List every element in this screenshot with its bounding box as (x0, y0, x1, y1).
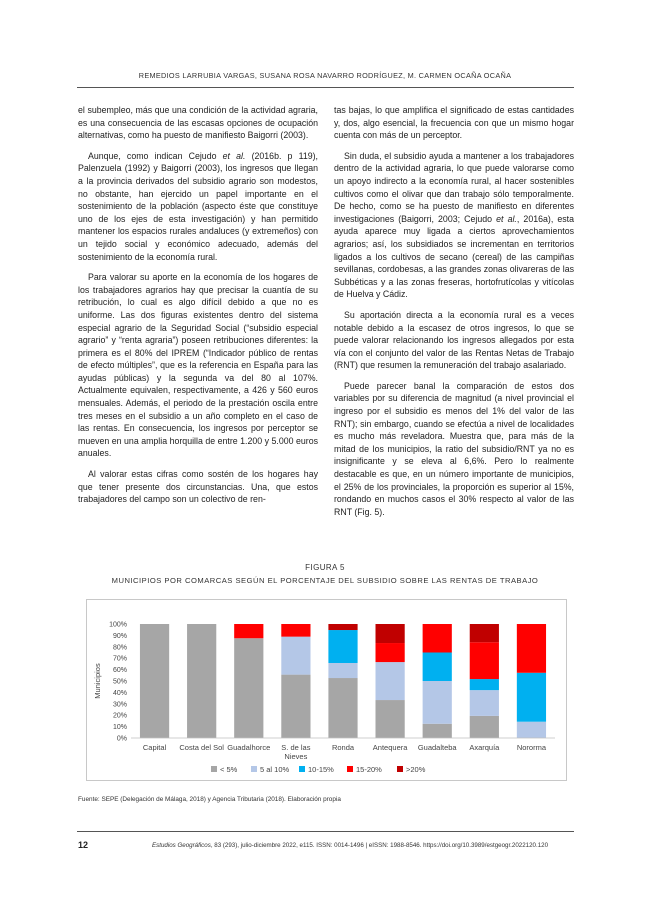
footer-divider (77, 831, 574, 832)
bar-segment (376, 643, 405, 662)
y-tick-label: 30% (112, 701, 127, 709)
figure-label: FIGURA 5 (305, 563, 345, 572)
bar-segment (470, 679, 499, 690)
legend-swatch (347, 766, 353, 772)
bar-segment (517, 722, 546, 738)
legend-label: 5 al 10% (260, 765, 290, 774)
y-tick-label: 50% (112, 678, 127, 686)
paragraph (334, 309, 574, 372)
y-tick-label: 40% (112, 689, 127, 697)
bar-segment (517, 673, 546, 722)
text-span: , 2016a), esta ayuda aparece muy ligada a ciertos aprovechamientos agrarios; así, los subsidiados se incrementan en territorios ligados a los cultivos de secano (cereal) de las campiñas sevillanas, cordobesas, a las grandes zonas olivareras de las Subbéticas y a las zonas freseras, hortofrutícolas y vitícolas de Huelva y Cádiz. (334, 213, 574, 300)
x-tick-label: Ronda (331, 743, 355, 752)
bar-segment (328, 630, 357, 663)
x-tick-label: Axarquía (469, 743, 500, 752)
paragraph (78, 271, 318, 460)
bar-segment (376, 624, 405, 643)
header-divider (77, 87, 574, 88)
bar-segment (328, 663, 357, 678)
legend-label: < 5% (220, 765, 238, 774)
legend-label: 10-15% (308, 765, 334, 774)
italic-text: et al. (222, 150, 246, 161)
text-span: el subempleo, más que una condición de la actividad agraria, es una consecuencia de las escasas opciones de ocupación alternativas, como ha puesto de manifiesto Baigorri (2003). (78, 105, 318, 141)
legend-swatch (251, 766, 257, 772)
x-tick-label: Capital (142, 743, 167, 752)
paragraph (78, 468, 318, 506)
stacked-bar-chart (87, 600, 566, 780)
bar-segment (140, 624, 169, 738)
x-tick-label: Guadalhorce (227, 743, 271, 752)
running-header: REMEDIOS LARRUBIA VARGAS, SUSANA ROSA NAVARRO RODRÍGUEZ, M. CARMEN OCAÑA OCAÑA (138, 71, 512, 80)
journal-citation (152, 842, 548, 849)
bar-segment (328, 678, 357, 738)
text-span: Para valorar su aporte en la economía de los hogares de los trabajadores agrarios hay que precisar la cuantía de su retribución, lo cual es algo difícil debido a que no es uniforme. Las dos figuras existentes dentro del sistema especial agrario de la Seguridad Social (“subsidio especial agrario” y “renta agraria”) poseen retribuciones diferentes: la primera es el 80% del IPREM (“Indicador público de rentas de efecto múltiples”, que es la referencia en España para las ayudas públicas) y la segunda va del 80 al 107%. Actualmente equivalen, respectivamente, a 426 y 560 euros mensuales. Además, el periodo de la prestación oscila entre tres meses en el subsidio a un año completo en el caso de las rentas. En consecuencia, los ingresos por perceptor se mueven en una amplia horquilla de entre 1.200 y 5.000 euros anuales. (78, 272, 318, 459)
bar-segment (423, 624, 452, 653)
legend-label: >20% (406, 765, 426, 774)
text-span: Sin duda, el subsidio ayuda a mantener a los trabajadores dentro de la actividad agraria, lo que puede valorarse como un apoyo indirecto a la economía rural, al hacer sostenibles cultivos como el olivar que dan trabajo sólo temporalmente. De hecho, como se ha puesto de manifiesto en diferentes investigaciones (Baigorri, 2003; Cejudo (334, 150, 574, 224)
text-span: (2016b. p 119), Palenzuela (1992) y Baigorri (2003), los ingresos que llegan a la provincia derivados del subsidio agrario son modestos, no obstante, han ejercido un papel importante en el sostenimiento de la población (aspecto éste que constituye uno de los ejes de esta investigación) y han permitido mantener los espacios rurales andaluces (y extremeños) con un tejido social y económico adecuado, además del sostenimiento de la economía rural. (78, 150, 318, 262)
text-span: Al valorar estas cifras como sostén de los hogares hay que tener presente dos circunstancias. Una, que estos trabajadores del campo son un colectivo de ren- (78, 469, 318, 505)
legend-swatch (299, 766, 305, 772)
bar-segment (470, 690, 499, 716)
bar-segment (187, 624, 216, 738)
text-span: tas bajas, lo que amplifica el significado de estas cantidades y, dos, algo esencial, la frecuencia con que un mismo hogar cuenta con más de un perceptor. (334, 105, 574, 141)
chart-container (86, 599, 567, 781)
bar-segment (281, 637, 310, 675)
bar-segment (376, 662, 405, 700)
paragraph (334, 150, 574, 301)
x-tick-label: Costa del Sol (179, 743, 224, 752)
paragraph (78, 150, 318, 263)
legend-swatch (211, 766, 217, 772)
bar-segment (234, 624, 263, 638)
paragraph (334, 104, 574, 142)
y-tick-label: 100% (109, 621, 127, 629)
bar-segment (470, 716, 499, 738)
text-span: Su aportación directa a la economía rural es a veces notable debido a la escasez de otros ingresos, lo que se puede valorar relacionando los ingresos allegados por esta vía con el conjunto del valor de las Rentas Netas de Trabajo (RNT) que resumen la remuneración del trabajo asalariado. (334, 309, 574, 371)
y-tick-label: 0% (116, 735, 127, 743)
y-tick-label: 20% (112, 712, 127, 720)
y-tick-label: 60% (112, 667, 127, 675)
bar-segment (376, 700, 405, 738)
bar-segment (423, 653, 452, 682)
right-text-column (334, 104, 574, 526)
x-tick-label: Antequera (372, 743, 408, 752)
paragraph (78, 104, 318, 142)
bar-segment (281, 624, 310, 637)
italic-text: et al. (496, 213, 517, 224)
bar-segment (423, 724, 452, 738)
text-span: Puede parecer banal la comparación de estos dos variables por su diferencia de magnitud (a nivel provincial el ingreso por el subsidio es menos del 1% del valor de las RNT); sin embargo, cuando se efectúa a nivel de localidades es mucho más reveladora. Muestra que, para más de la mitad de los municipios, la ratio del subsidio/RNT ya no es insignificante y se eleva al 6,6%. Pero lo realmente destacable es que, en un número importante de municipios, el 25% de los provinciales, la proporción es superior al 15%, rondando en muchos casos el 30% respecto al valor de las RNT (Fig. 5). (334, 380, 574, 517)
figure-source: Fuente: SEPE (Delegación de Málaga, 2018) y Agencia Tributaria (2018). Elaboración propia (78, 796, 341, 803)
journal-name: Estudios Geográficos (152, 842, 211, 849)
bar-segment (470, 642, 499, 679)
bar-segment (234, 638, 263, 738)
paragraph (334, 380, 574, 519)
journal-details: , 83 (293), julio-diciembre 2022, e115. ISSN: 0014-1496 | eISSN: 1988-8546. https://doi.org/10.3989/estgeogr.2022120.120 (210, 842, 549, 849)
x-tick-label: Nororma (516, 743, 547, 752)
legend-swatch (397, 766, 403, 772)
bar-segment (328, 624, 357, 630)
legend-label: 15-20% (356, 765, 382, 774)
bar-segment (281, 675, 310, 738)
y-tick-label: 70% (112, 655, 127, 663)
text-span: Aunque, como indican Cejudo (88, 150, 223, 161)
y-tick-label: 80% (112, 644, 127, 652)
bar-segment (423, 681, 452, 724)
page-number: 12 (78, 840, 89, 850)
bar-segment (470, 624, 499, 642)
figure-title: MUNICIPIOS POR COMARCAS SEGÚN EL PORCENTAJE DEL SUBSIDIO SOBRE LAS RENTAS DE TRABAJO (111, 576, 539, 585)
x-tick-label: S. de las Nieves (281, 743, 311, 761)
y-axis-title: Municipios (93, 663, 102, 699)
y-tick-label: 90% (112, 632, 127, 640)
left-text-column (78, 104, 318, 514)
x-tick-label: Guadalteba (417, 743, 457, 752)
y-tick-label: 10% (112, 724, 127, 732)
bar-segment (517, 624, 546, 673)
